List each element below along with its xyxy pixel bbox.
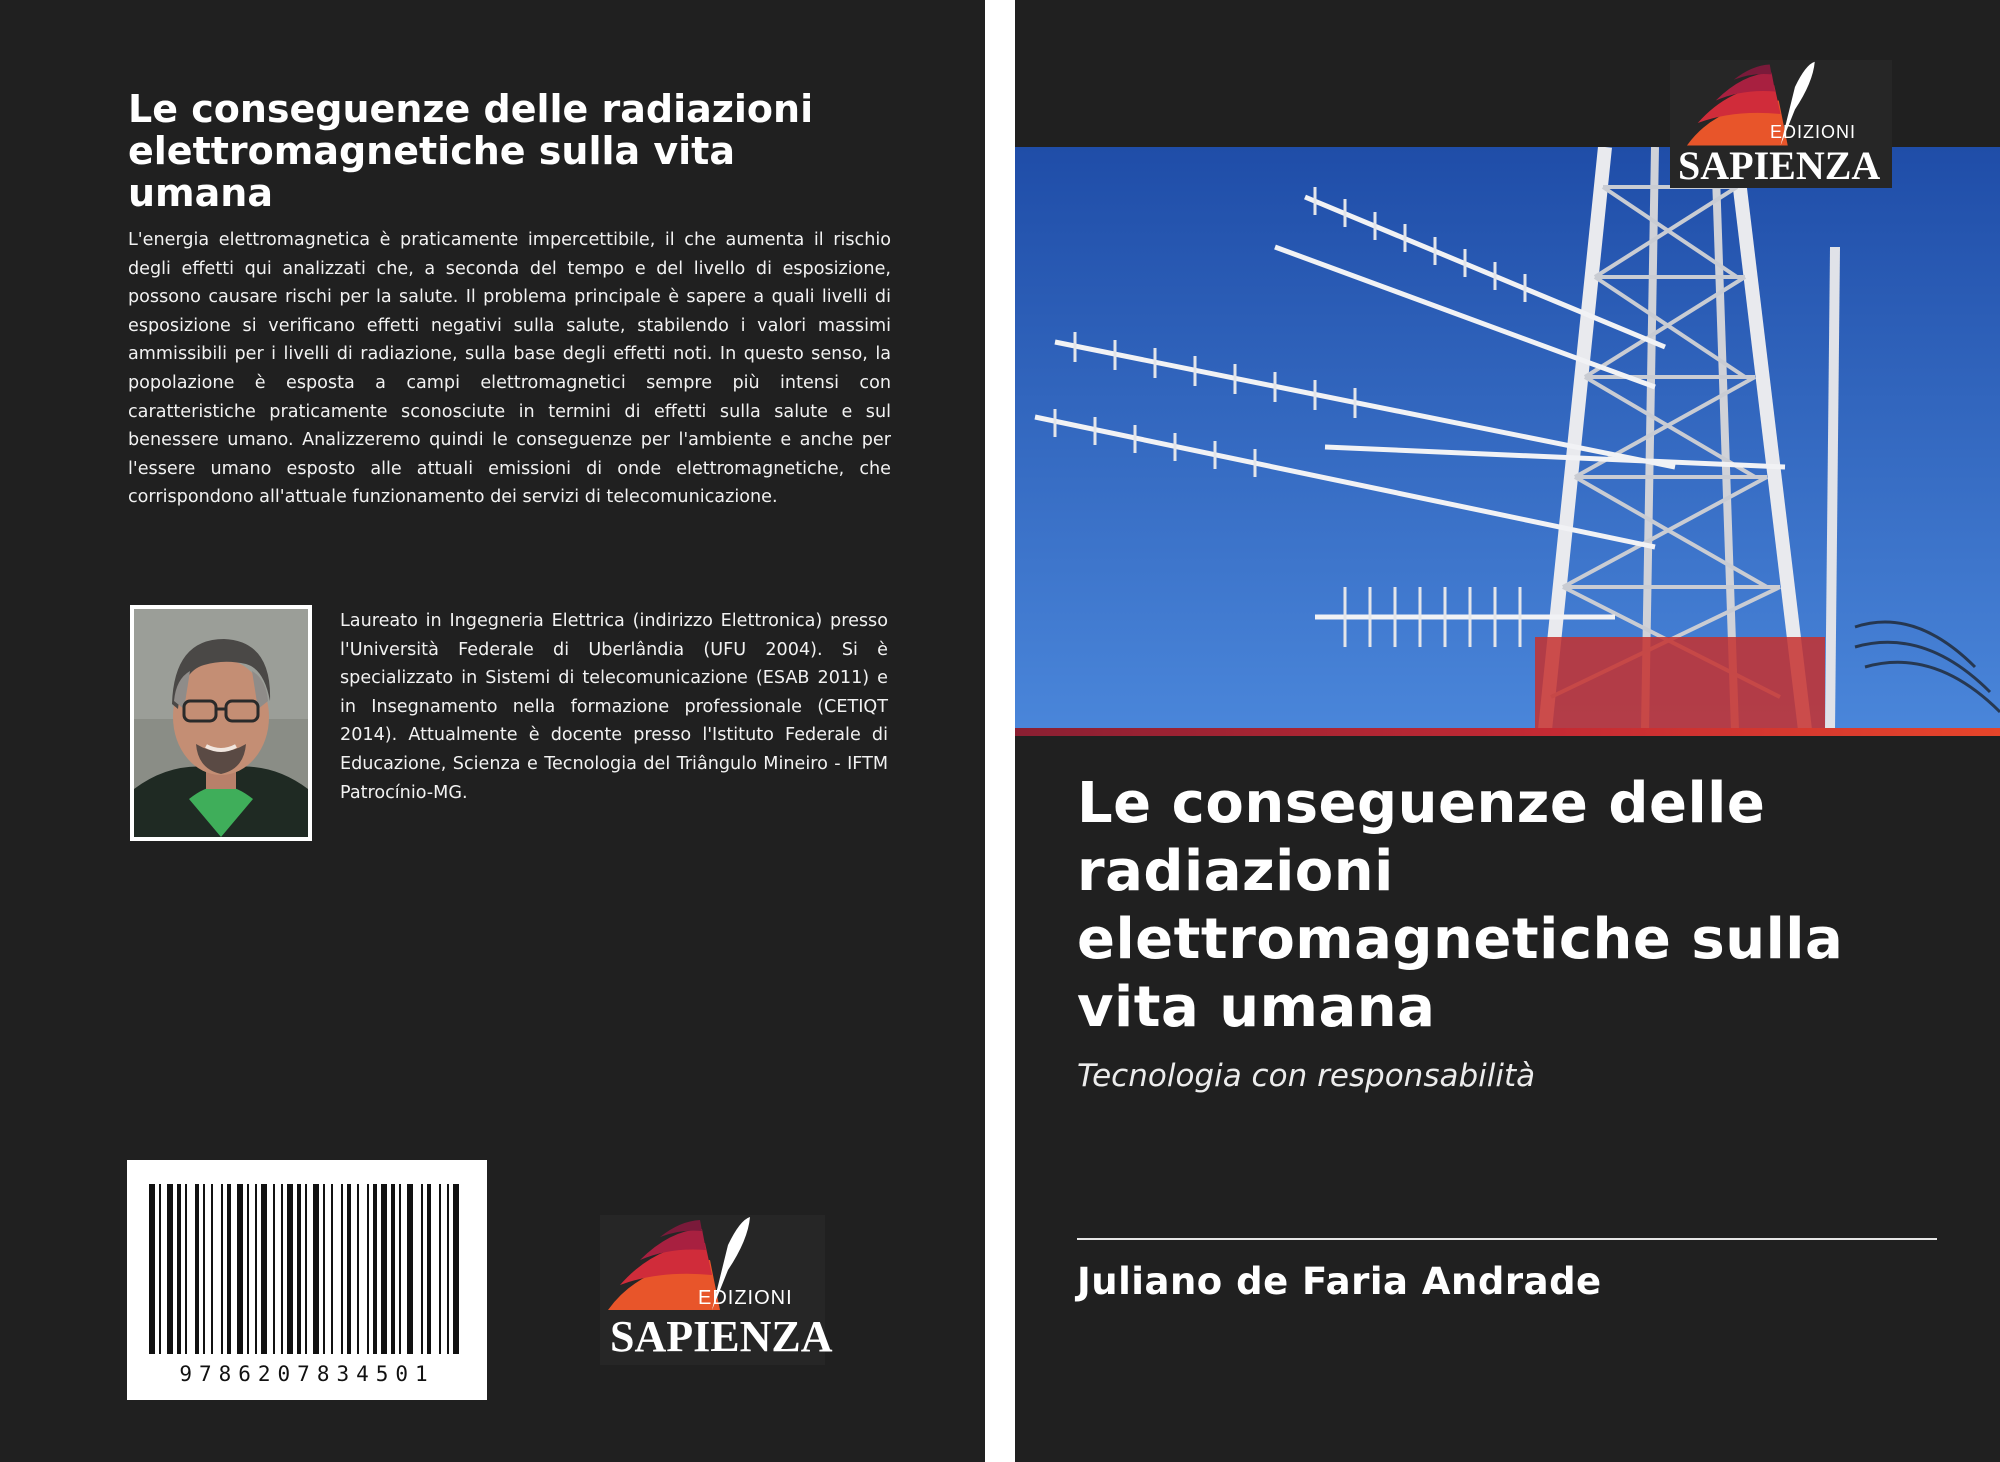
barcode-bar <box>453 1184 459 1354</box>
barcode-bar <box>195 1184 199 1354</box>
back-cover-blurb: L'energia elettromagnetica è praticamente impercettibile, il che aumenta il rischio degli effetti qui analizzati che, a seconda del tempo e del livello di esposizione, possono causare rischi per la salute. Il problema principale è sapere a quali livelli di esposizione si verificano effetti negativi sulla salute, stabilendo i valori massimi ammissibili per i livelli di radiazione, sulla base degli effetti noti. In questo senso, la popolazione è esposta a campi elettromagnetici sempre più intensi con caratteristiche praticamente sconosciute in termini di effetti sulla salute e sul benessere umano. Analizzeremo quindi le conseguenze per l'ambiente e anche per l'essere umano esposto alle attuali emissioni di onde elettromagnetiche, che corrispondono all'attuale funzionamento dei servizi di telecomunicazione. <box>128 230 891 508</box>
barcode-bar <box>273 1184 275 1354</box>
barcode-bar <box>159 1184 161 1354</box>
barcode-bar <box>421 1184 423 1354</box>
barcode-bar <box>255 1184 257 1354</box>
author-bio: Laureato in Ingegneria Elettrica (indirizzo Elettronica) presso l'Università Federale di Uberlândia (UFU 2004). Si è specializzato in Sistemi di telecomunicazione (ESAB 2011) e in Insegnamento nella formazione professionale (CETIQT 2014). Attualmente è docente presso l'Istituto Federale di Educazione, Scienza e Tecnologia del Triângulo Mineiro - IFTM Patrocínio-MG. <box>340 611 888 803</box>
barcode-bar <box>399 1184 401 1354</box>
barcode-bar <box>391 1184 395 1354</box>
barcode-bar <box>407 1184 413 1354</box>
barcode-bar <box>221 1184 223 1354</box>
barcode-bar <box>367 1184 369 1354</box>
front-cover-title: Le conseguenze delle radiazioni elettromagnetiche sulla vita umana <box>1077 771 1844 1040</box>
barcode-bar <box>427 1184 431 1354</box>
barcode-bar <box>447 1184 449 1354</box>
logo-sapienza: SAPIENZA <box>610 1312 833 1361</box>
barcode-bar <box>357 1184 359 1354</box>
front-cover-author: Juliano de Faria Andrade <box>1077 1260 1602 1303</box>
front-cover <box>1015 0 2000 1462</box>
antenna-tower-photo <box>1015 147 2000 730</box>
barcode-bar <box>281 1184 283 1354</box>
barcode-bar <box>261 1184 267 1354</box>
divider <box>1077 1238 1937 1240</box>
barcode-bar <box>381 1184 387 1354</box>
barcode-bar <box>297 1184 301 1354</box>
author-photo <box>130 605 312 841</box>
barcode-bar <box>323 1184 325 1354</box>
barcode-bar <box>203 1184 205 1354</box>
barcode-bar <box>167 1184 173 1354</box>
isbn-digits: 9786207834501 <box>179 1362 435 1386</box>
barcode-bar <box>341 1184 343 1354</box>
barcode-bar <box>247 1184 249 1354</box>
barcode-bar <box>149 1184 155 1354</box>
barcode-bar <box>439 1184 441 1354</box>
front-cover-subtitle: Tecnologia con responsabilità <box>1077 1058 1536 1094</box>
barcode-bar <box>177 1184 181 1354</box>
logo-edizioni: EDIZIONI <box>698 1287 793 1309</box>
back-cover-title: Le conseguenze delle radiazioni elettromagnetiche sulla vita umana <box>128 87 814 215</box>
barcode-bar <box>211 1184 213 1354</box>
barcode-bar <box>227 1184 231 1354</box>
cover-color-stripe <box>1015 728 2000 736</box>
publisher-logo-front <box>1670 60 1892 188</box>
back-cover <box>0 0 985 1462</box>
isbn-barcode <box>127 1160 487 1400</box>
barcode-bar <box>331 1184 333 1354</box>
barcode-bar <box>373 1184 377 1354</box>
barcode-bar <box>237 1184 243 1354</box>
logo-sapienza: SAPIENZA <box>1678 143 1881 188</box>
barcode-bar <box>305 1184 307 1354</box>
barcode-bar <box>287 1184 293 1354</box>
publisher-logo <box>600 1215 833 1365</box>
barcode-bar <box>185 1184 187 1354</box>
barcode-bar <box>313 1184 319 1354</box>
logo-edizioni: EDIZIONI <box>1770 122 1857 142</box>
barcode-bar <box>347 1184 351 1354</box>
